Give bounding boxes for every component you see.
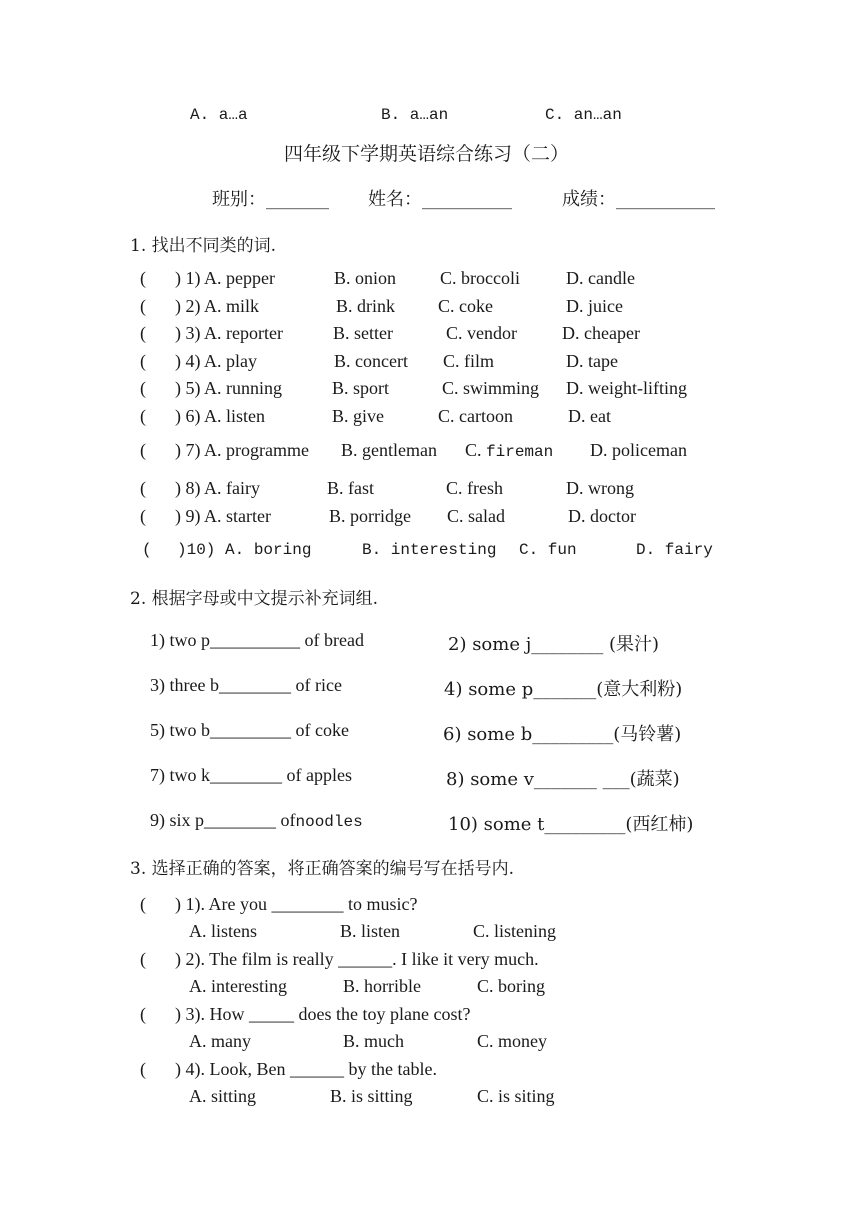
item-2-b: B. drink: [336, 296, 396, 316]
fill-9-prefix: 9) six p________ of: [150, 810, 296, 830]
answer-paren: (: [140, 1004, 146, 1024]
item-7-c-word: fireman: [486, 443, 554, 461]
item-9-a: ) 9) A. starter: [175, 506, 271, 526]
fill-10: 10) some t_________(西红柿): [448, 814, 694, 835]
item-3-c: C. vendor: [446, 323, 517, 343]
answer-paren: (: [140, 268, 146, 288]
question-4: ) 4). Look, Ben ______ by the table.: [175, 1059, 437, 1079]
q4-option-a: A. sitting: [189, 1086, 257, 1106]
class-field: 班别：_______: [212, 189, 329, 210]
answer-paren: (: [140, 323, 146, 343]
item-10-a: )10) A. boring: [177, 541, 312, 559]
fill-7: 7) two k________ of apples: [150, 765, 352, 785]
item-5-b: B. sport: [332, 378, 390, 398]
question-1: ) 1). Are you ________ to music?: [175, 894, 418, 914]
answer-paren: (: [140, 378, 146, 398]
fill-3: 3) three b________ of rice: [150, 675, 342, 695]
q3-option-b: B. much: [343, 1031, 404, 1051]
answer-paren: (: [140, 351, 146, 371]
section2-heading: 2. 根据字母或中文提示补充词组.: [130, 589, 379, 609]
answer-paren: (: [140, 949, 146, 969]
answer-paren: (: [140, 296, 146, 316]
item-8-d: D. wrong: [566, 478, 634, 498]
score-field: 成绩：___________: [562, 189, 715, 210]
q4-option-b: B. is sitting: [330, 1086, 413, 1106]
item-6-d: D. eat: [568, 406, 611, 426]
item-10-b: B. interesting: [362, 541, 497, 559]
item-1-b: B. onion: [334, 268, 397, 288]
fill-8: 8) some v_______ ___(蔬菜): [446, 769, 680, 790]
item-4-c: C. film: [443, 351, 495, 371]
item-4-b: B. concert: [334, 351, 408, 371]
answer-paren: (: [142, 541, 152, 559]
top-option-c: C. an…an: [545, 106, 622, 124]
item-7-b: B. gentleman: [341, 440, 437, 460]
question-3: ) 3). How _____ does the toy plane cost?: [175, 1004, 471, 1024]
item-7-d: D. policeman: [590, 440, 687, 460]
section1-heading: 1. 找出不同类的词.: [130, 236, 277, 256]
name-field: 姓名：__________: [368, 189, 512, 210]
answer-paren: (: [140, 440, 146, 460]
item-6-b: B. give: [332, 406, 384, 426]
item-1-d: D. candle: [566, 268, 635, 288]
item-5-c: C. swimming: [442, 378, 540, 398]
q1-option-a: A. listens: [189, 921, 258, 941]
item-4-d: D. tape: [566, 351, 618, 371]
item-5-d: D. weight-lifting: [566, 378, 687, 398]
section3-heading: 3. 选择正确的答案，将正确答案的编号写在括号内.: [130, 859, 515, 879]
q2-option-a: A. interesting: [189, 976, 287, 996]
page-title: 四年级下学期英语综合练习（二）: [284, 143, 570, 165]
q1-option-b: B. listen: [340, 921, 401, 941]
item-8-c: C. fresh: [446, 478, 503, 498]
item-3-d: D. cheaper: [562, 323, 640, 343]
item-2-c: C. coke: [438, 296, 493, 316]
item-7-c: [465, 440, 553, 461]
fill-9: [150, 810, 363, 831]
item-1-c: C. broccoli: [440, 268, 520, 288]
item-1-a: ) 1) A. pepper: [175, 268, 275, 288]
item-9-d: D. doctor: [568, 506, 636, 526]
answer-paren: (: [140, 1059, 146, 1079]
fill-4: 4) some p_______(意大利粉): [444, 679, 683, 700]
item-3-a: ) 3) A. reporter: [175, 323, 283, 343]
item-2-a: ) 2) A. milk: [175, 296, 259, 316]
fill-9-word: noodles: [295, 813, 363, 831]
question-2: ) 2). The film is really ______. I like it very much.: [175, 949, 539, 969]
fill-6: 6) some b_________(马铃薯): [443, 724, 682, 745]
item-7-c-prefix: C.: [465, 440, 482, 460]
answer-paren: (: [140, 894, 146, 914]
item-5-a: ) 5) A. running: [175, 378, 282, 398]
item-8-a: ) 8) A. fairy: [175, 478, 260, 498]
answer-paren: (: [140, 478, 146, 498]
item-10-c: C. fun: [519, 541, 577, 559]
answer-paren: (: [140, 506, 146, 526]
item-9-b: B. porridge: [329, 506, 411, 526]
item-2-d: D. juice: [566, 296, 623, 316]
answer-paren: (: [140, 406, 146, 426]
item-7-a: ) 7) A. programme: [175, 440, 309, 460]
q3-option-a: A. many: [189, 1031, 251, 1051]
top-option-a: A. a…a: [190, 106, 248, 124]
q2-option-b: B. horrible: [343, 976, 421, 996]
q3-option-c: C. money: [477, 1031, 547, 1051]
fill-2: 2) some j________ (果汁): [448, 634, 660, 655]
item-6-a: ) 6) A. listen: [175, 406, 265, 426]
fill-5: 5) two b_________ of coke: [150, 720, 349, 740]
item-3-b: B. setter: [333, 323, 393, 343]
q2-option-c: C. boring: [477, 976, 546, 996]
fill-1: 1) two p__________ of bread: [150, 630, 364, 650]
q1-option-c: C. listening: [473, 921, 557, 941]
item-4-a: ) 4) A. play: [175, 351, 257, 371]
item-8-b: B. fast: [327, 478, 374, 498]
item-10-d: D. fairy: [636, 541, 713, 559]
item-6-c: C. cartoon: [438, 406, 513, 426]
item-9-c: C. salad: [447, 506, 505, 526]
q4-option-c: C. is siting: [477, 1086, 555, 1106]
top-option-b: B. a…an: [381, 106, 449, 124]
